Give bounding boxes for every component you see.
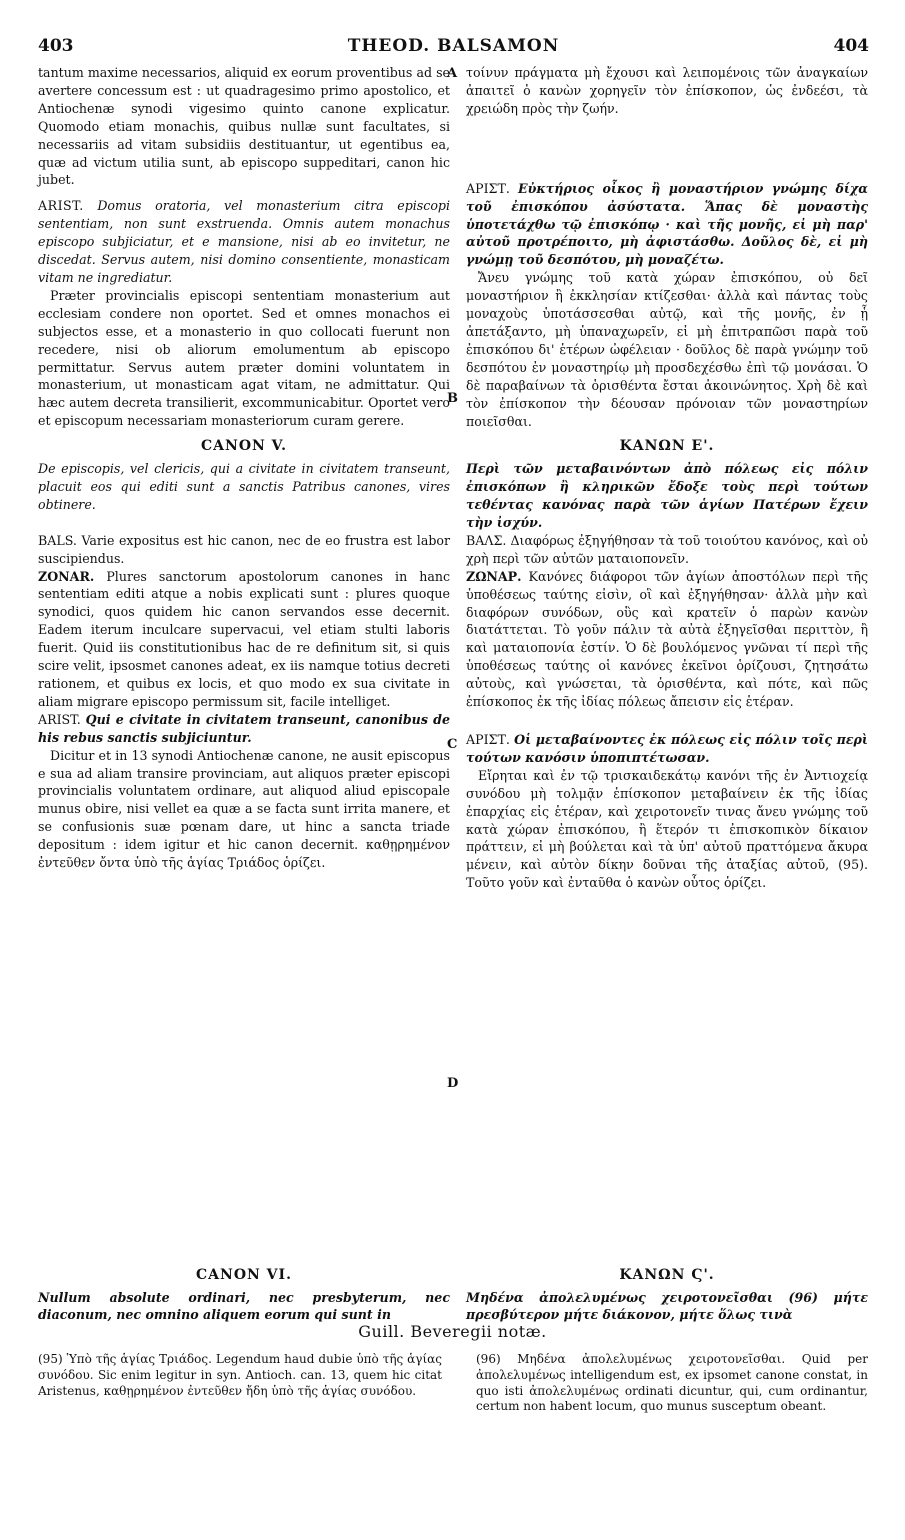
margin-marker-c: C <box>447 737 458 752</box>
note-96-text: (96) Μηδένα ἀπολελυμένως χειροτονεῖσθαι. Quid per ἀπολελυμένως intelligendum est, ex ipsomet canone constat, in quo isti ἀπολελυμένως ordinati dicuntur, qui, cum ordinantur, certum non habent locum, quo munus susceptum obeant. <box>476 1352 868 1414</box>
greek-canon6 <box>466 1267 868 1324</box>
greek-bals-text: Διαφόρως ἐξηγήθησαν τὰ τοῦ τοιούτου κανόνος, καὶ οὐ χρὴ περὶ τῶν αὐτῶν ματαιοπονεῖν. <box>466 532 868 566</box>
latin-canon6-text: Nullum absolute ordinari, nec presbyterum, nec diaconum, nec omnino aliquem eorum qui sunt in <box>38 1289 450 1322</box>
latin-arist2-comment: Dicitur et in 13 synodi Antiochenæ canone, ne ausit episcopus e sua ad aliam transire provinciam, aut aliquos præter episcopi provincialis voluntatem ordinare, aut aliquod aliud episcopale munus obire, nisi vellet ea quæ a se facta sunt irrita manere, et se confusionis suæ pœnam dare, ut hinc a sancta triade depositum : idem igitur et hic canon decernit. καθῃρημένον ἐντεῦθεν ὄντα ὑπὸ τῆς ἁγίας Τριάδος ὁρίζει. <box>38 747 450 871</box>
latin-column <box>38 64 450 872</box>
greek-zonar-label: ΖΩΝΑΡ. <box>466 568 522 584</box>
latin-canon6-heading: CANON VI. <box>196 1267 292 1283</box>
running-title: THEOD. BALSAMON <box>347 36 560 56</box>
greek-canon6-heading: ΚΑΝΩΝ Ϛ'. <box>619 1267 715 1283</box>
page-header <box>38 36 869 60</box>
latin-arist2-text: Qui e civitate in civitatem transeunt, canonibus de his rebus sanctis subjiciuntur. <box>38 711 450 745</box>
latin-zonar-label: ZONAR. <box>38 568 95 584</box>
greek-arist1-text: Εὐκτήριος οἶκος ἢ μοναστήριον γνώμης δίχα τοῦ ἐπισκόπου ἀσύστατα. Ἅπας δὲ μοναστὴς ὑποτετάχθω τῷ ἐπισκόπῳ · καὶ τῆς μονῆς, εἰ μὴ παρ' αὐτοῦ προτρέποιτο, μὴ ἀφιστάσθω. Δοῦλος δὲ, εἰ μὴ γνώμῃ τοῦ δεσπότου, μὴ μοναζέτω. <box>466 180 868 268</box>
greek-arist1 <box>466 180 868 270</box>
margin-marker-b: B <box>447 391 458 406</box>
latin-arist2-label: ARIST. <box>38 711 81 727</box>
latin-arist1 <box>38 197 450 287</box>
latin-bals-text: Varie expositus est hic canon, nec de eo frustra est labor suscipiendus. <box>38 532 450 566</box>
note-95-text: (95) Ὑπὸ τῆς ἁγίας Τριάδος. Legendum haud dubie ὑπὸ τῆς ἁγίας συνόδου. Sic enim legitur in syn. Antioch. can. 13, quem hic citat Aristenus, καθῃρημένον ἐντεῦθεν ἤδη ὑπὸ τῆς ἁγίας συνόδου. <box>38 1352 442 1398</box>
latin-zonar-text: Plures sanctorum apostolorum canones in hanc sententiam editi atque a nobis explicati sunt : plures quoque synodici, quos quidem hic canon servandos esse decernit. Eadem iterum inculcare supervacui, vel etiam stulti laboris fuerit. Quid iis constitutionibus hac de re definitum sit, si quis scire velit, ipsosmet canones adeat, ex iis namque totius decreti rationem, et quibus ex locis, et quo modo ex sua civitate in aliam migrare episcopo permissum sit, facile intelliget. <box>38 568 450 709</box>
greek-arist1-label: ΑΡΙΣΤ. <box>466 180 510 196</box>
latin-arist1-text: Domus oratoria, vel monasterium citra episcopi sententiam, non sunt exstruenda. Omnis autem monachus episcopo subjiciatur, et e mansione, nisi ab eo invitetur, ne discedat. Servus autem, nisi domino consentiente, monasticam vitam ne ingrediatur. <box>38 198 450 285</box>
latin-canon5-text: De episcopis, vel clericis, qui a civitate in civitatem transeunt, placuit eos qui editi sunt a sanctis Patribus canones, vires obtinere. <box>38 461 450 512</box>
greek-zonar <box>466 568 868 711</box>
greek-arist2-text: Οἱ μεταβαίνοντες ἐκ πόλεως εἰς πόλιν τοῖς περὶ τούτων κανόσιν ὑποπιπτέτωσαν. <box>466 732 868 765</box>
greek-arist2 <box>466 731 868 767</box>
page-number-right: 404 <box>833 36 869 56</box>
greek-canon6-text: Μηδένα ἀπολελυμένως χειροτονεῖσθαι (96) μήτε πρεσβύτερον μήτε διάκονον, μήτε ὅλως τινὰ <box>466 1289 868 1322</box>
greek-bals <box>466 532 868 568</box>
latin-intro: tantum maxime necessarios, aliquid ex eorum proventibus ad se avertere concessum est : ut quadragesimo primo apostolico, et Antiochenæ synodi vigesimo quinto canone explicatur. Quomodo etiam monachis, quibus nullæ sunt facultates, si necessariis ad vitam subsidiis destituantur, ut egentibus ea, quæ ad victum utilia sunt, ab episcopo suppeditari, canon hic jubet. <box>38 65 450 188</box>
note-95 <box>38 1352 442 1399</box>
greek-column <box>466 64 868 892</box>
greek-zonar-text: Κανόνες διάφοροι τῶν ἁγίων ἀποστόλων περὶ τῆς ὑποθέσεως ταύτης εἰσὶν, οἳ καὶ ἐξηγήθησαν· ἀλλὰ μὴν καὶ διαφόρων συνόδων, οὓς καὶ κρατεῖν ὁ παρὼν κανὼν διατάττεται. Τὸ γοῦν πάλιν τὰ αὐτὰ ἐξηγεῖσθαι περιττὸν, ἢ καὶ ματαιοπονία ἐστίν. Ὁ δὲ βουλόμενος γνῶναι τί περὶ τῆς ὑποθέσεως ταύτης οἱ κανόνες ἐκεῖνοι ὁρίζουσι, ζητησάτω αὐτοὺς, καὶ γνώσεται, τὰ ὁρισθέντα, καὶ πότε, καὶ πῶς ἐπίσκοπος ἐκ τῆς ἰδίας πόλεως ἄπεισιν εἰς ἑτέραν. <box>466 568 868 710</box>
greek-arist2-label: ΑΡΙΣΤ. <box>466 732 510 747</box>
latin-arist1-comment: Præter provincialis episcopi sententiam monasterium aut ecclesiam condere non oportet. Sed et omnes monachos ei subjectos esse, et a monasterio in quo collocati fuerunt non recedere, nisi ob aliorum emolumentum ab episcopo permittatur. Servus autem præter domini voluntatem in monasterium, ut monasticam agat vitam, ne admittatur. Qui hæc autem decreta transilierit, excommunicabitur. Oportet vero et episcopum necessariam monasteriorum curam gerere. <box>38 287 450 429</box>
greek-intro: τοίνυν πράγματα μὴ ἔχουσι καὶ λειπομένοις τῶν ἀναγκαίων ἀπαιτεῖ ὁ κανὼν χορηγεῖν τὸν ἐπίσκοπον, ὡς ἐνδεέσι, τὰ χρειώδη πρὸς τὴν ζωήν. <box>466 65 868 116</box>
margin-marker-a: A <box>447 66 458 81</box>
latin-arist1-label: ARIST. <box>38 198 84 214</box>
margin-marker-d: D <box>447 1076 459 1091</box>
latin-canon5-heading: CANON V. <box>201 438 287 455</box>
note-96 <box>476 1352 868 1415</box>
latin-arist2 <box>38 711 450 747</box>
greek-canon5-text: Περὶ τῶν μεταβαινόντων ἀπὸ πόλεως εἰς πόλιν ἐπισκόπων ἢ κληρικῶν ἔδοξε τοὺς περὶ τούτων τεθέντας κανόνας παρὰ τῶν ἁγίων Πατέρων ἔχειν τὴν ἰσχύν. <box>466 461 868 531</box>
latin-bals-label: BALS. <box>38 532 77 548</box>
notes-title: Guill. Beveregii notæ. <box>358 1322 547 1341</box>
latin-bals <box>38 532 450 568</box>
greek-canon5-heading: ΚΑΝΩΝ Ε'. <box>619 438 715 455</box>
latin-zonar <box>38 568 450 711</box>
greek-arist2-comment: Εἴρηται καὶ ἐν τῷ τρισκαιδεκάτῳ κανόνι τῆς ἐν Ἀντιοχείᾳ συνόδου μὴ τολμᾷν ἐπίσκοπον μεταβαίνειν ἐκ τῆς ἰδίας ἐπαρχίας εἰς ἑτέραν, καὶ χειροτονεῖν τινας ἄνευ γνώμης τοῦ κατὰ χώραν ἐπισκόπου, ἢ ἕτερόν τι ἐπισκοπικὸν δίκαιον πράττειν, εἰ μὴ βούλεται καὶ τὰ ὑπ' αὐτοῦ πραττόμενα ἄκυρα μένειν, καὶ αὐτὸν δίκην δοῦναι τῆς ἀταξίας αὐτοῦ, (95). Τοῦτο γοῦν καὶ ἐνταῦθα ὁ κανὼν οὗτος ὁρίζει. <box>466 767 868 891</box>
greek-arist1-comment: Ἄνευ γνώμης τοῦ κατὰ χώραν ἐπισκόπου, οὐ δεῖ μοναστήριον ἢ ἐκκλησίαν κτίζεσθαι· ἀλλὰ καὶ πάντας τοὺς μοναχοὺς ὑποτάσσεσθαι αὐτῷ, καὶ τῆς μονῆς, ἐν ᾗ ἀπετάξαντο, μὴ ὑπαναχωρεῖν, εἰ μὴ ἐπιτραπῶσι παρὰ τοῦ ἐπισκόπου δι' ἑτέρων ὠφέλειαν · δοῦλος δὲ παρὰ γνώμην τοῦ δεσπότου ἐν μοναστηρίῳ μὴ προσδεχέσθω ἐπὶ τῷ μονάσαι. Ὁ δὲ παραβαίνων τὰ ὁρισθέντα ἔσται ἀκοινώνητος. Χρὴ δὲ καὶ τὸν ἐπίσκοπον τὴν δέουσαν πρόνοιαν τῶν μοναστηρίων ποιεῖσθαι. <box>466 270 868 429</box>
page-number-left: 403 <box>38 36 74 56</box>
latin-canon6 <box>38 1267 450 1324</box>
greek-bals-label: ΒΑΛΣ. <box>466 532 507 548</box>
